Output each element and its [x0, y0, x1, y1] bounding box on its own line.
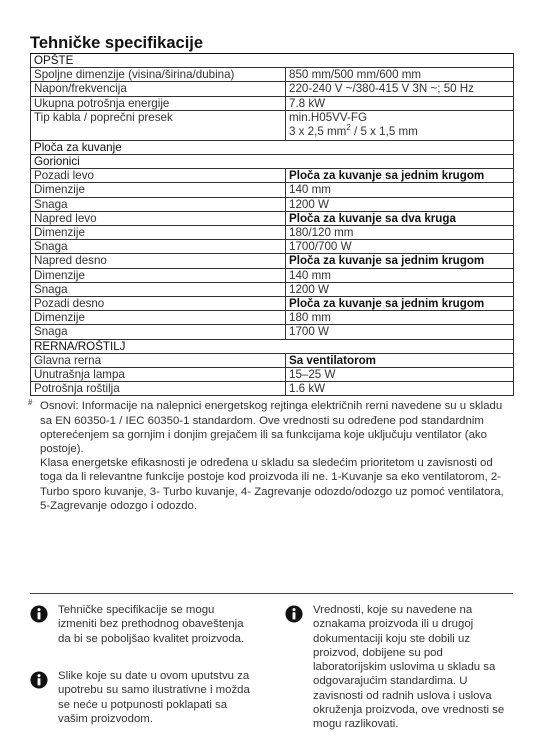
row-value: 180/120 mm	[286, 226, 514, 240]
row-label: Spoljne dimenzije (visina/širina/dubina)	[31, 68, 286, 82]
row-label: Snaga	[31, 197, 286, 211]
row-value: 140 mm	[286, 268, 514, 282]
row-label: Snaga	[31, 282, 286, 296]
row-label: Snaga	[31, 240, 286, 254]
row-value: Sa ventilatorom	[286, 353, 514, 367]
row-value: 15–25 W	[286, 368, 514, 382]
row-value: 1700 W	[286, 325, 514, 339]
section-title: Ploča za kuvanje	[31, 140, 514, 154]
row-label: Dimenzije	[31, 183, 286, 197]
hob-rows	[31, 169, 514, 339]
table-row	[31, 311, 514, 325]
section-general-header	[31, 54, 514, 68]
table-row	[31, 254, 514, 268]
note-text: Slike koje su date u ovom uputstvu za upotrebu su samo ilustrativne i možda se neće u potpunosti poklapati sa vašim proizvodom.	[58, 670, 250, 725]
table-row	[31, 240, 514, 254]
cable-line-2a: 3 x 2,5 mm	[289, 124, 347, 138]
row-value: 220-240 V ~/380-415 V 3N ~; 50 Hz	[286, 82, 514, 96]
table-row	[31, 325, 514, 339]
page-title: Tehničke specifikacije	[30, 34, 204, 52]
row-value-cable	[286, 110, 514, 140]
row-label: Dimenzije	[31, 311, 286, 325]
section-subtitle: Gorionici	[31, 155, 514, 169]
row-label: Napred desno	[31, 254, 286, 268]
spec-table	[30, 53, 514, 396]
row-value: 1200 W	[286, 197, 514, 211]
row-label: Pozadi desno	[31, 297, 286, 311]
row-label: Pozadi levo	[31, 169, 286, 183]
row-value: 180 mm	[286, 311, 514, 325]
table-row	[31, 211, 514, 225]
row-value: Ploča za kuvanje sa jednim krugom	[286, 254, 514, 268]
table-row	[31, 268, 514, 282]
note-spec-change	[30, 603, 255, 646]
row-label: Dimenzije	[31, 268, 286, 282]
row-label: Dimenzije	[31, 226, 286, 240]
table-row	[31, 96, 514, 110]
row-value: 1700/700 W	[286, 240, 514, 254]
footnote	[30, 399, 513, 513]
section-title: RERNA/ROŠTILJ	[31, 339, 514, 353]
table-row	[31, 82, 514, 96]
table-row	[31, 197, 514, 211]
table-row	[31, 382, 514, 396]
cable-line-1: min.H05VV-FG	[289, 110, 367, 124]
section-hob-subheader	[31, 155, 514, 169]
note-text: Tehničke specifikacije se mogu izmeniti bez prethodnog obaveštenja da bi se poboljšao kvalitet proizvoda.	[58, 604, 245, 645]
row-value: 850 mm/500 mm/600 mm	[286, 68, 514, 82]
table-row	[31, 353, 514, 367]
notes-divider	[30, 593, 513, 594]
row-label: Napon/frekvencija	[31, 82, 286, 96]
footnote-mark: #	[28, 398, 33, 408]
oven-rows	[31, 353, 514, 396]
info-icon	[30, 605, 48, 623]
row-label: Tip kabla / poprečni presek	[31, 110, 286, 140]
row-label: Napred levo	[31, 211, 286, 225]
note-illustrations	[30, 669, 255, 726]
table-row	[31, 368, 514, 382]
row-label: Snaga	[31, 325, 286, 339]
row-label: Glavna rerna	[31, 353, 286, 367]
table-row	[31, 297, 514, 311]
cable-superscript: 2	[346, 122, 351, 132]
table-row	[31, 68, 514, 82]
row-value: 140 mm	[286, 183, 514, 197]
info-icon	[30, 671, 48, 689]
row-value: 7.8 kW	[286, 96, 514, 110]
row-label: Potrošnja roštilja	[31, 382, 286, 396]
note-values	[285, 603, 513, 732]
spec-page	[30, 34, 513, 513]
row-value: 1.6 kW	[286, 382, 514, 396]
table-row-cable	[31, 110, 514, 140]
section-title: OPŠTE	[31, 54, 514, 68]
note-text: Vrednosti, koje su navedene na oznakama proizvoda ili u drugoj dokumentaciji koju ste dobili uz proizvod, dobijene su pod laboratorijskim uslovima u skladu sa odgovarajućim standardima. U zavisnosti od radnih uslova i uslova okruženja proizvoda, ove vrednosti se mogu razlikovati.	[313, 604, 505, 731]
row-value: Ploča za kuvanje sa jednim krugom	[286, 169, 514, 183]
row-value: Ploča za kuvanje sa dva kruga	[286, 211, 514, 225]
table-row	[31, 226, 514, 240]
section-hob-header	[31, 140, 514, 154]
table-row	[31, 183, 514, 197]
section-oven-header	[31, 339, 514, 353]
row-label: Ukupna potrošnja energije	[31, 96, 286, 110]
cable-line-2b: / 5 x 1,5 mm	[350, 124, 418, 138]
footnote-paragraph-2: Klasa energetske efikasnosti je određena u skladu sa sledećim prioritetom u zavisnosti od toga da li relevantne funkcije postoje kod proizvoda ili ne. 1-Kuvanje sa eko ventilatorom, 2- Turbo sporo kuvanje, 3- Turbo kuvanje, 4- Zagrevanje odozdo/odozgo uz pomoć ventilatora, 5-Zagrevanje odozgo i odozdo.	[40, 457, 504, 512]
row-label: Unutrašnja lampa	[31, 368, 286, 382]
table-row	[31, 282, 514, 296]
row-value: 1200 W	[286, 282, 514, 296]
table-row	[31, 169, 514, 183]
info-icon	[285, 605, 303, 623]
row-value: Ploča za kuvanje sa jednim krugom	[286, 297, 514, 311]
footnote-paragraph-1: Osnovi: Informacije na nalepnici energetskog rejtinga električnih rerni navedene su u skladu sa EN 60350-1 / IEC 60350-1 standardom. Ove vrednosti su određene pod standardnim opterećenjem sa gornjim i donjim grejačem ili sa funkcijama koje uključuju ventilator (ako postoje).	[40, 400, 503, 456]
